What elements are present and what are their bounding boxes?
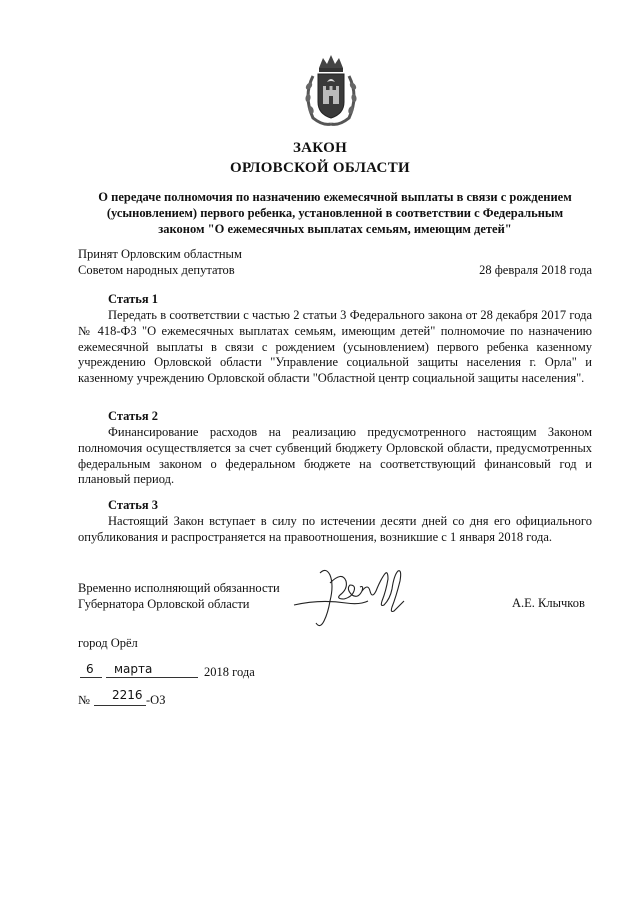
handwritten-signature	[290, 561, 410, 633]
law-number: 2216	[112, 688, 143, 702]
month-underline	[106, 677, 198, 678]
law-subtitle-line: (усыновлением) первого ребенка, установленной в соответствии с Федеральным	[106, 206, 564, 220]
article-2-text: Финансирование расходов на реализацию предусмотренного настоящим Законом полномочия осуществляется за счет субвенций бюджету Орловской области, предусмотренных федеральным законом о федеральном бюджете на соответствующий финансовый год и плановый период.	[78, 425, 592, 487]
article-1-heading: Статья 1	[108, 292, 158, 306]
coat-of-arms-emblem	[299, 52, 363, 128]
adopted-by-line: Принят Орловским областным	[78, 247, 242, 261]
signatory-position-line: Временно исполняющий обязанности	[78, 581, 280, 595]
article-3-text: Настоящий Закон вступает в силу по истечении десяти дней со дня его официального опубликования и распространяется на правоотношения, возникшие с 1 января 2018 года.	[78, 514, 592, 544]
signatory-name: А.Е. Клычков	[512, 596, 585, 610]
number-sign: №	[78, 693, 90, 707]
law-subtitle-line: законом "О ежемесячных выплатах семьям, имеющим детей"	[158, 222, 512, 236]
signatory-position-line: Губернатора Орловской области	[78, 597, 250, 611]
article-2-heading: Статья 2	[108, 409, 158, 423]
article-1-text: Передать в соответствии с частью 2 статьи 3 Федерального закона от 28 декабря 2017 года № 418-ФЗ "О ежемесячных выплатах семьям, имеющим детей" полномочие по назначению ежемесячной выплаты в связи с рождением (усыновлением) первого ребенка казенному учреждению Орловской области "Управление социальной защиты населения г. Орла" и казенному учреждению Орловской области "Областной центр социальной защиты населения".	[78, 308, 592, 386]
signing-month: марта	[114, 662, 153, 676]
number-underline	[94, 705, 146, 706]
signing-day: 6	[86, 662, 94, 676]
document-title-law: ЗАКОН	[292, 140, 348, 156]
adoption-date: 28 февраля 2018 года	[479, 262, 592, 277]
article-3-heading: Статья 3	[108, 498, 158, 512]
law-subtitle-line: О передаче полномочия по назначению ежемесячной выплаты в связи с рождением	[98, 190, 572, 204]
adoption-block	[78, 247, 592, 278]
day-underline	[80, 677, 102, 678]
law-number-line	[78, 690, 198, 708]
signing-city: город Орёл	[78, 636, 138, 650]
document-title-region: ОРЛОВСКОЙ ОБЛАСТИ	[230, 160, 410, 176]
adopted-by-line: Советом народных депутатов	[78, 262, 235, 277]
signing-date-line	[78, 662, 298, 680]
signing-year: 2018 года	[204, 665, 255, 679]
law-number-suffix: -ОЗ	[146, 693, 166, 707]
law-subtitle	[78, 189, 592, 237]
signatory-position	[78, 580, 280, 612]
